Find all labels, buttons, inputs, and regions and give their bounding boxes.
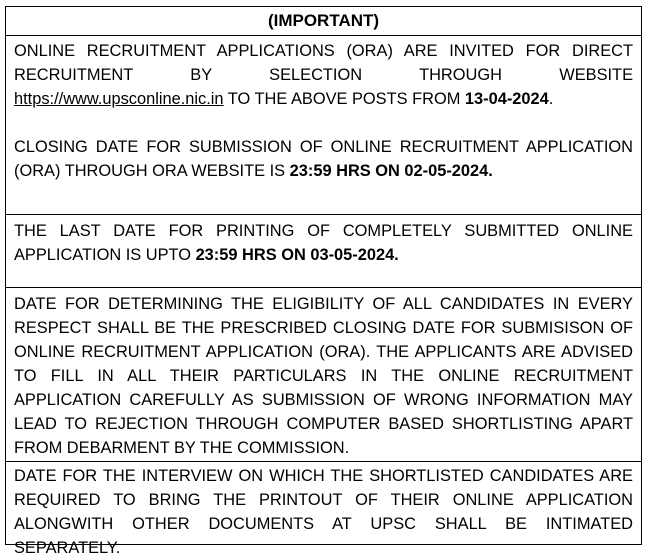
- paragraph-gap: [14, 111, 633, 135]
- printing-date-paragraph: [14, 219, 633, 267]
- printing-date-row: [6, 215, 641, 288]
- ora-invitation-paragraph: [14, 39, 633, 111]
- ora-invitation-row: [6, 36, 641, 215]
- upsc-online-link[interactable]: https://www.upsconline.nic.in: [14, 90, 224, 108]
- interview-row: [6, 462, 641, 557]
- ora-invitation-text-2: TO THE ABOVE POSTS FROM: [223, 90, 465, 108]
- closing-deadline: 23:59 HRS ON 02-05-2024.: [289, 162, 493, 180]
- notice-heading-row: [6, 7, 641, 36]
- eligibility-paragraph: DATE FOR DETERMINING THE ELIGIBILITY OF ALL CANDIDATES IN EVERY RESPECT SHALL BE THE PRESCRIBED CLOSING DATE FOR SUBMISISON OF ONLINE RECRUITMENT APPLICATION (ORA). THE APPLICANTS ARE ADVISED TO FILL IN ALL THEIR PARTICULARS IN THE ONLINE RECRUITMENT APPLICATION CAREFULLY AS SUBMISSION OF WRONG INFORMATION MAY LEAD TO REJECTION THROUGH COMPUTER BASED SHORTLISTING APART FROM DEBARMENT BY THE COMMISSION.: [14, 295, 633, 457]
- interview-paragraph: DATE FOR THE INTERVIEW ON WHICH THE SHORTLISTED CANDIDATES ARE REQUIRED TO BRING THE PRINTOUT OF THEIR ONLINE APPLICATION ALONGWITH OTHER DOCUMENTS AT UPSC SHALL BE INTIMATED SEPARATELY.: [14, 467, 633, 557]
- important-notice-table: [5, 6, 642, 557]
- closing-date-text: CLOSING DATE FOR SUBMISSION OF ONLINE RECRUITMENT APPLICATION (ORA) THROUGH ORA WEBSITE IS: [14, 138, 633, 180]
- eligibility-row: [6, 288, 641, 462]
- notice-heading: (IMPORTANT): [267, 11, 380, 30]
- ora-invitation-end: .: [548, 90, 554, 108]
- opening-date: 13-04-2024: [464, 90, 549, 108]
- ora-invitation-text: ONLINE RECRUITMENT APPLICATIONS (ORA) ARE INVITED FOR DIRECT RECRUITMENT BY SELECTION THROUGH WEBSITE: [14, 42, 633, 84]
- closing-date-paragraph: [14, 135, 633, 183]
- printing-date-text: THE LAST DATE FOR PRINTING OF COMPLETELY SUBMITTED ONLINE APPLICATION IS UPTO: [14, 222, 633, 264]
- printing-deadline: 23:59 HRS ON 03-05-2024.: [195, 246, 399, 264]
